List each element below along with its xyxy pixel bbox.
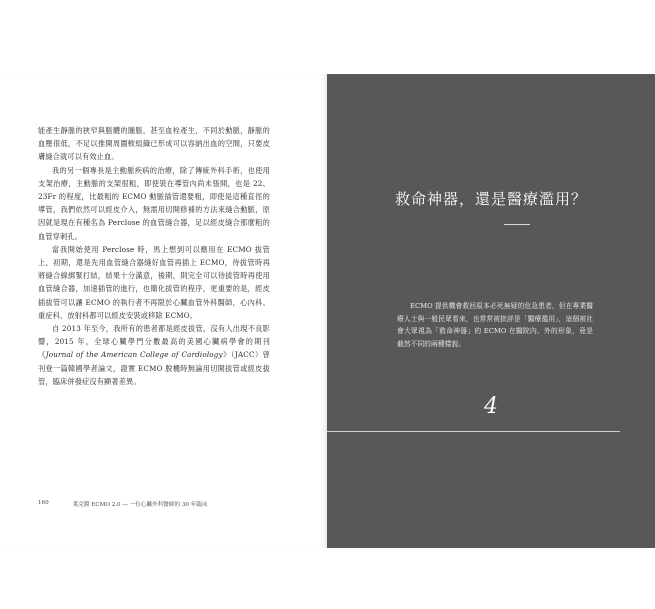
- page-number: 160: [38, 500, 49, 506]
- left-page: [0, 74, 327, 548]
- journal-title: Journal of the American College of Cardiology: [45, 350, 223, 360]
- chapter-intro: ECMO 提供機會救回原本必死無疑的危急患者，但在專業醫療人士與一般民眾看來，也常常被批評是「醫療濫用」，這個被社會大眾視為「救命神器」的 ECMO 在醫院內、外的形象，竟是截然不同的兩種樣貌。: [397, 302, 593, 348]
- paragraph: 當我開始使用 Perclose 時，馬上想到可以應用在 ECMO 拔管上，初期，還是先用血管縫合器縫好血管再插上 ECMO，待拔管時再將縫合線綁緊打結，結果十分滿意，後期，則完全可以待拔管時再使用血管縫合器，加速插管的進行，也簡化拔管的程序，更重要的是，經皮插拔管可以讓 ECMO 的執行者不再限於心臟血管外科醫師，心內科、重症科、放射科都可以經皮安裝或移除 ECMO。: [38, 244, 270, 320]
- paragraph-text: （JACC）曾刊登一篇韓國學者論文，證實 ECMO 脫機時無論用切開拔管或經皮拔管，臨床併發症沒有顯著差異。: [38, 350, 270, 386]
- chapter-number: 4: [484, 394, 498, 419]
- chapter-title: 救命神器，還是醫療濫用？: [394, 190, 587, 208]
- chapter-number-divider: [327, 431, 620, 432]
- right-page: [327, 74, 655, 548]
- running-title: 葉克膜 ECMO 2.0 — 一位心臟外科醫師的 30 年臨床: [72, 502, 208, 508]
- book-spread: [0, 74, 655, 548]
- title-divider: [504, 224, 530, 225]
- paragraph-text: 自 2013 年至今，我所有的患者都是經皮拔管，沒有人出現不良影響，2015 年，全球心臟學門分數最高的美國心臟病學會的期刊: [38, 324, 270, 347]
- body-text: [38, 124, 270, 388]
- paragraph: 我的另一個專長是主動脈疾病的治療，除了傳統外科手術，也使用支架治療，主動脈的支架很粗，即使裝在導管內尚未張開，也是 22、23Fr 的程度，比最粗的 ECMO 動脈插管還要粗，即使是這種直徑的導管，我們依然可以經皮介入，無需用切開修補的方法來縫合動脈，原因就是現在有種名為 Perclose 的血管縫合器，足以經皮縫合那麼粗的血管穿刺孔。: [38, 165, 270, 241]
- paragraph: 能產生靜脈的狹窄與脹體的腫脹，甚至血栓產生，不同於動脈，靜脈的血壓很低，不足以推開周圍軟組織已形成可以容納出血的空間，只要皮膚縫合就可以有效止血。: [38, 126, 270, 162]
- paragraph: 自 2013 年至今，我所有的患者都是經皮拔管，沒有人出現不良影響，2015 年，全球心臟學門分數最高的美國心臟病學會的期刊《Journal of the American College of Cardiology》（JACC）曾刊登一篇韓國學者論文，證實 ECMO 脫機時無論用切開拔管或經皮拔管，臨床併發症沒有顯著差異。: [38, 324, 270, 386]
- page-footer: [38, 500, 278, 508]
